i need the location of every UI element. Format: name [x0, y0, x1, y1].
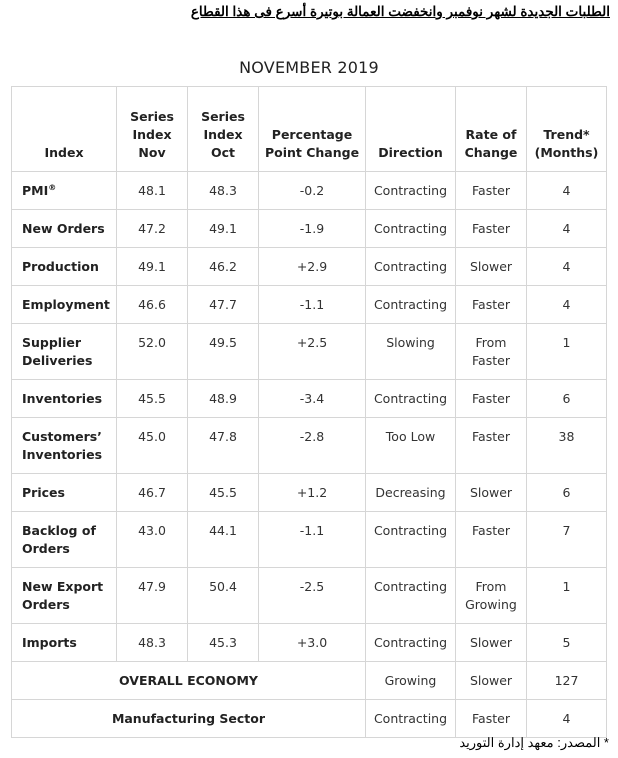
summary-row-overall-economy: [12, 662, 607, 700]
cell-oct: 46.2: [188, 248, 259, 286]
cell-nov: 52.0: [117, 324, 188, 380]
cell-rate: Faster: [456, 512, 527, 568]
cell-change: -2.5: [259, 568, 366, 624]
cell-oct: 47.7: [188, 286, 259, 324]
row-index-label: New Export Orders: [12, 568, 117, 624]
table-row: [12, 568, 607, 624]
cell-nov: 47.9: [117, 568, 188, 624]
cell-direction: Slowing: [366, 324, 456, 380]
cell-change: +2.5: [259, 324, 366, 380]
header-trend: Trend* (Months): [527, 87, 607, 172]
header-index: Index: [12, 87, 117, 172]
cell-nov: 46.6: [117, 286, 188, 324]
cell-oct: 48.3: [188, 172, 259, 210]
table-row: [12, 324, 607, 380]
row-index-label: Backlog of Orders: [12, 512, 117, 568]
header-change: Percentage Point Change: [259, 87, 366, 172]
cell-change: -1.9: [259, 210, 366, 248]
row-index-label: Supplier Deliveries: [12, 324, 117, 380]
cell-nov: 48.3: [117, 624, 188, 662]
cell-rate: Faster: [456, 210, 527, 248]
cell-nov: 47.2: [117, 210, 188, 248]
cell-trend: 4: [527, 172, 607, 210]
cell-trend: 1: [527, 568, 607, 624]
cell-direction: Contracting: [366, 624, 456, 662]
cell-oct: 49.5: [188, 324, 259, 380]
cell-trend: 127: [527, 662, 607, 700]
row-index-label: New Orders: [12, 210, 117, 248]
table-row: [12, 286, 607, 324]
cell-oct: 44.1: [188, 512, 259, 568]
header-row: [12, 87, 607, 172]
cell-trend: 4: [527, 248, 607, 286]
summary-label: OVERALL ECONOMY: [12, 662, 366, 700]
cell-nov: 45.5: [117, 380, 188, 418]
cell-direction: Contracting: [366, 172, 456, 210]
cell-change: +3.0: [259, 624, 366, 662]
cell-rate: Slower: [456, 624, 527, 662]
header-rate: Rate of Change: [456, 87, 527, 172]
cell-oct: 45.3: [188, 624, 259, 662]
cell-oct: 45.5: [188, 474, 259, 512]
table-row: [12, 172, 607, 210]
cell-direction: Contracting: [366, 700, 456, 738]
table-row: [12, 474, 607, 512]
cell-rate: Slower: [456, 662, 527, 700]
cell-nov: 46.7: [117, 474, 188, 512]
table-row: [12, 248, 607, 286]
cell-direction: Contracting: [366, 210, 456, 248]
table-row: [12, 210, 607, 248]
cell-rate: From Growing: [456, 568, 527, 624]
table-row: [12, 380, 607, 418]
cell-trend: 1: [527, 324, 607, 380]
cell-rate: Slower: [456, 248, 527, 286]
cell-change: -2.8: [259, 418, 366, 474]
cell-oct: 48.9: [188, 380, 259, 418]
cell-direction: Contracting: [366, 286, 456, 324]
cell-oct: 49.1: [188, 210, 259, 248]
row-index-label: Production: [12, 248, 117, 286]
summary-row-manufacturing: [12, 700, 607, 738]
table-row: [12, 418, 607, 474]
cell-change: -0.2: [259, 172, 366, 210]
cell-direction: Contracting: [366, 512, 456, 568]
row-index-label: PMI®: [12, 172, 117, 210]
table-row: [12, 512, 607, 568]
cell-trend: 38: [527, 418, 607, 474]
row-index-label: Inventories: [12, 380, 117, 418]
cell-direction: Decreasing: [366, 474, 456, 512]
header-series-oct: Series Index Oct: [188, 87, 259, 172]
ism-index-table: [11, 86, 607, 738]
cell-oct: 50.4: [188, 568, 259, 624]
cell-nov: 49.1: [117, 248, 188, 286]
cell-trend: 4: [527, 700, 607, 738]
cell-rate: Faster: [456, 286, 527, 324]
summary-label: Manufacturing Sector: [12, 700, 366, 738]
cell-nov: 43.0: [117, 512, 188, 568]
cell-rate: Faster: [456, 172, 527, 210]
table-row: [12, 624, 607, 662]
cell-direction: Contracting: [366, 380, 456, 418]
source-note: * المصدر: معهد إدارة التوريد: [459, 735, 609, 750]
cell-change: +2.9: [259, 248, 366, 286]
cell-direction: Too Low: [366, 418, 456, 474]
header-series-nov: Series Index Nov: [117, 87, 188, 172]
row-index-label: Imports: [12, 624, 117, 662]
header-direction: Direction: [366, 87, 456, 172]
cell-trend: 7: [527, 512, 607, 568]
cell-trend: 5: [527, 624, 607, 662]
cell-nov: 45.0: [117, 418, 188, 474]
cell-direction: Contracting: [366, 248, 456, 286]
cell-change: -3.4: [259, 380, 366, 418]
row-index-label: Customers’ Inventories: [12, 418, 117, 474]
cell-change: +1.2: [259, 474, 366, 512]
arabic-headline: الطلبات الجديدة لشهر نوفمبر وانخفضت العمالة بوتيرة أسرع فى هذا القطاع: [190, 4, 610, 19]
cell-oct: 47.8: [188, 418, 259, 474]
cell-trend: 4: [527, 210, 607, 248]
cell-direction: Contracting: [366, 568, 456, 624]
cell-trend: 4: [527, 286, 607, 324]
cell-rate: Faster: [456, 700, 527, 738]
cell-trend: 6: [527, 380, 607, 418]
cell-direction: Growing: [366, 662, 456, 700]
table-title: NOVEMBER 2019: [239, 58, 379, 77]
cell-change: -1.1: [259, 286, 366, 324]
row-index-label: Prices: [12, 474, 117, 512]
cell-rate: Slower: [456, 474, 527, 512]
cell-rate: From Faster: [456, 324, 527, 380]
cell-trend: 6: [527, 474, 607, 512]
cell-change: -1.1: [259, 512, 366, 568]
row-index-label: Employment: [12, 286, 117, 324]
cell-rate: Faster: [456, 380, 527, 418]
cell-rate: Faster: [456, 418, 527, 474]
cell-nov: 48.1: [117, 172, 188, 210]
